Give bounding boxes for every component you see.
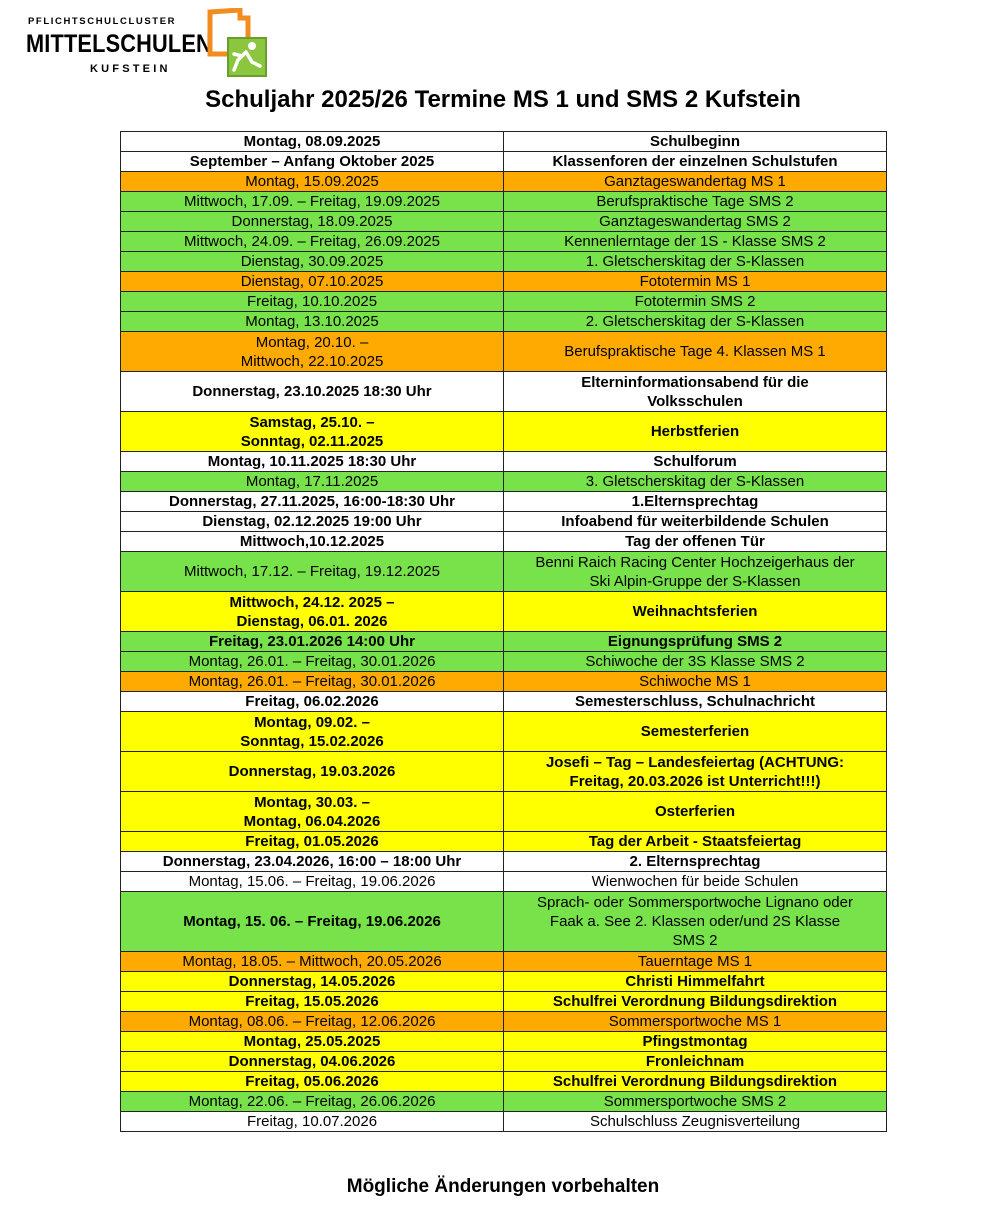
event-cell: Schiwoche MS 1 [504, 672, 887, 692]
date-cell: Montag, 22.06. – Freitag, 26.06.2026 [121, 1092, 504, 1112]
date-cell: Montag, 17.11.2025 [121, 472, 504, 492]
date-cell: Dienstag, 02.12.2025 19:00 Uhr [121, 512, 504, 532]
date-cell: Montag, 26.01. – Freitag, 30.01.2026 [121, 652, 504, 672]
event-cell: Elterninformationsabend für die Volksschulen [504, 372, 887, 412]
date-cell: Mittwoch, 24.09. – Freitag, 26.09.2025 [121, 232, 504, 252]
event-cell: Semesterschluss, Schulnachricht [504, 692, 887, 712]
event-cell: Fototermin MS 1 [504, 272, 887, 292]
date-cell: Dienstag, 30.09.2025 [121, 252, 504, 272]
date-cell: Mittwoch, 17.09. – Freitag, 19.09.2025 [121, 192, 504, 212]
table-row [121, 872, 887, 892]
date-cell: Donnerstag, 04.06.2026 [121, 1052, 504, 1072]
table-row [121, 412, 887, 452]
table-row [121, 1032, 887, 1052]
table-row [121, 272, 887, 292]
event-cell: Berufspraktische Tage 4. Klassen MS 1 [504, 332, 887, 372]
table-row [121, 752, 887, 792]
event-cell: Schulbeginn [504, 132, 887, 152]
date-cell: Montag, 25.05.2025 [121, 1032, 504, 1052]
event-cell: Infoabend für weiterbildende Schulen [504, 512, 887, 532]
event-cell: Tag der offenen Tür [504, 532, 887, 552]
table-row [121, 252, 887, 272]
table-row [121, 192, 887, 212]
table-row [121, 792, 887, 832]
logo-line-3: KUFSTEIN [90, 63, 171, 75]
table-row [121, 692, 887, 712]
table-row [121, 312, 887, 332]
table-row [121, 632, 887, 652]
event-cell: Ganztageswandertag SMS 2 [504, 212, 887, 232]
table-row [121, 672, 887, 692]
event-cell: 2. Gletscherskitag der S-Klassen [504, 312, 887, 332]
table-row [121, 832, 887, 852]
runner-logo-icon [202, 8, 272, 80]
date-cell: Montag, 30.03. – Montag, 06.04.2026 [121, 792, 504, 832]
date-cell: Donnerstag, 23.10.2025 18:30 Uhr [121, 372, 504, 412]
date-cell: Montag, 13.10.2025 [121, 312, 504, 332]
event-cell: Schulforum [504, 452, 887, 472]
event-cell: Osterferien [504, 792, 887, 832]
table-row [121, 1012, 887, 1032]
event-cell: Schulfrei Verordnung Bildungsdirektion [504, 992, 887, 1012]
footer-note: Mögliche Änderungen vorbehalten [346, 1176, 660, 1197]
date-cell: Mittwoch, 24.12. 2025 – Dienstag, 06.01. 2026 [121, 592, 504, 632]
table-row [121, 372, 887, 412]
date-cell: Donnerstag, 27.11.2025, 16:00-18:30 Uhr [121, 492, 504, 512]
date-cell: Donnerstag, 23.04.2026, 16:00 – 18:00 Uhr [121, 852, 504, 872]
event-cell: Semesterferien [504, 712, 887, 752]
table-row [121, 892, 887, 952]
event-cell: Sprach- oder Sommersportwoche Lignano oder Faak a. See 2. Klassen oder/und 2S Klasse SMS 2 [504, 892, 887, 952]
schedule-table [120, 131, 887, 1132]
event-cell: Sommersportwoche MS 1 [504, 1012, 887, 1032]
event-cell: Klassenforen der einzelnen Schulstufen [504, 152, 887, 172]
date-cell: Freitag, 23.01.2026 14:00 Uhr [121, 632, 504, 652]
table-row [121, 492, 887, 512]
event-cell: Schulfrei Verordnung Bildungsdirektion [504, 1072, 887, 1092]
page-title: Schuljahr 2025/26 Termine MS 1 und SMS 2 Kufstein [205, 86, 801, 113]
date-cell: Montag, 15.09.2025 [121, 172, 504, 192]
logo-line-2: MITTELSCHULEN [26, 30, 212, 58]
date-cell: Donnerstag, 19.03.2026 [121, 752, 504, 792]
event-cell: Eignungsprüfung SMS 2 [504, 632, 887, 652]
event-cell: Tag der Arbeit - Staatsfeiertag [504, 832, 887, 852]
table-row [121, 172, 887, 192]
table-row [121, 652, 887, 672]
table-row [121, 292, 887, 312]
event-cell: Berufspraktische Tage SMS 2 [504, 192, 887, 212]
table-row [121, 1052, 887, 1072]
date-cell: Freitag, 06.02.2026 [121, 692, 504, 712]
event-cell: 1. Gletscherskitag der S-Klassen [504, 252, 887, 272]
event-cell: 3. Gletscherskitag der S-Klassen [504, 472, 887, 492]
date-cell: Freitag, 10.07.2026 [121, 1112, 504, 1132]
date-cell: Montag, 10.11.2025 18:30 Uhr [121, 452, 504, 472]
table-row [121, 852, 887, 872]
date-cell: Donnerstag, 18.09.2025 [121, 212, 504, 232]
event-cell: Schulschluss Zeugnisverteilung [504, 1112, 887, 1132]
date-cell: September – Anfang Oktober 2025 [121, 152, 504, 172]
event-cell: Tauerntage MS 1 [504, 952, 887, 972]
table-row [121, 512, 887, 532]
event-cell: Josefi – Tag – Landesfeiertag (ACHTUNG: Freitag, 20.03.2026 ist Unterricht!!!) [504, 752, 887, 792]
table-row [121, 972, 887, 992]
table-row [121, 952, 887, 972]
event-cell: Herbstferien [504, 412, 887, 452]
event-cell: Sommersportwoche SMS 2 [504, 1092, 887, 1112]
table-row [121, 592, 887, 632]
date-cell: Freitag, 15.05.2026 [121, 992, 504, 1012]
table-row [121, 132, 887, 152]
event-cell: Benni Raich Racing Center Hochzeigerhaus der Ski Alpin-Gruppe der S-Klassen [504, 552, 887, 592]
event-cell: 2. Elternsprechtag [504, 852, 887, 872]
date-cell: Montag, 20.10. – Mittwoch, 22.10.2025 [121, 332, 504, 372]
date-cell: Mittwoch, 17.12. – Freitag, 19.12.2025 [121, 552, 504, 592]
table-row [121, 1092, 887, 1112]
table-row [121, 212, 887, 232]
date-cell: Montag, 08.06. – Freitag, 12.06.2026 [121, 1012, 504, 1032]
event-cell: Schiwoche der 3S Klasse SMS 2 [504, 652, 887, 672]
date-cell: Montag, 15. 06. – Freitag, 19.06.2026 [121, 892, 504, 952]
date-cell: Freitag, 01.05.2026 [121, 832, 504, 852]
table-row [121, 1072, 887, 1092]
event-cell: Ganztageswandertag MS 1 [504, 172, 887, 192]
date-cell: Montag, 08.09.2025 [121, 132, 504, 152]
table-row [121, 152, 887, 172]
date-cell: Samstag, 25.10. – Sonntag, 02.11.2025 [121, 412, 504, 452]
table-row [121, 332, 887, 372]
table-row [121, 712, 887, 752]
date-cell: Freitag, 10.10.2025 [121, 292, 504, 312]
date-cell: Montag, 26.01. – Freitag, 30.01.2026 [121, 672, 504, 692]
table-row [121, 232, 887, 252]
event-cell: Fototermin SMS 2 [504, 292, 887, 312]
table-row [121, 552, 887, 592]
date-cell: Donnerstag, 14.05.2026 [121, 972, 504, 992]
table-row [121, 472, 887, 492]
event-cell: 1.Elternsprechtag [504, 492, 887, 512]
logo-line-1: PFLICHTSCHULCLUSTER [28, 16, 177, 27]
school-logo [22, 8, 272, 80]
date-cell: Freitag, 05.06.2026 [121, 1072, 504, 1092]
table-row [121, 992, 887, 1012]
event-cell: Pfingstmontag [504, 1032, 887, 1052]
event-cell: Christi Himmelfahrt [504, 972, 887, 992]
date-cell: Mittwoch,10.12.2025 [121, 532, 504, 552]
table-row [121, 452, 887, 472]
event-cell: Fronleichnam [504, 1052, 887, 1072]
table-row [121, 1112, 887, 1132]
date-cell: Montag, 18.05. – Mittwoch, 20.05.2026 [121, 952, 504, 972]
date-cell: Montag, 09.02. – Sonntag, 15.02.2026 [121, 712, 504, 752]
event-cell: Kennenlerntage der 1S - Klasse SMS 2 [504, 232, 887, 252]
date-cell: Dienstag, 07.10.2025 [121, 272, 504, 292]
event-cell: Weihnachtsferien [504, 592, 887, 632]
event-cell: Wienwochen für beide Schulen [504, 872, 887, 892]
table-row [121, 532, 887, 552]
date-cell: Montag, 15.06. – Freitag, 19.06.2026 [121, 872, 504, 892]
